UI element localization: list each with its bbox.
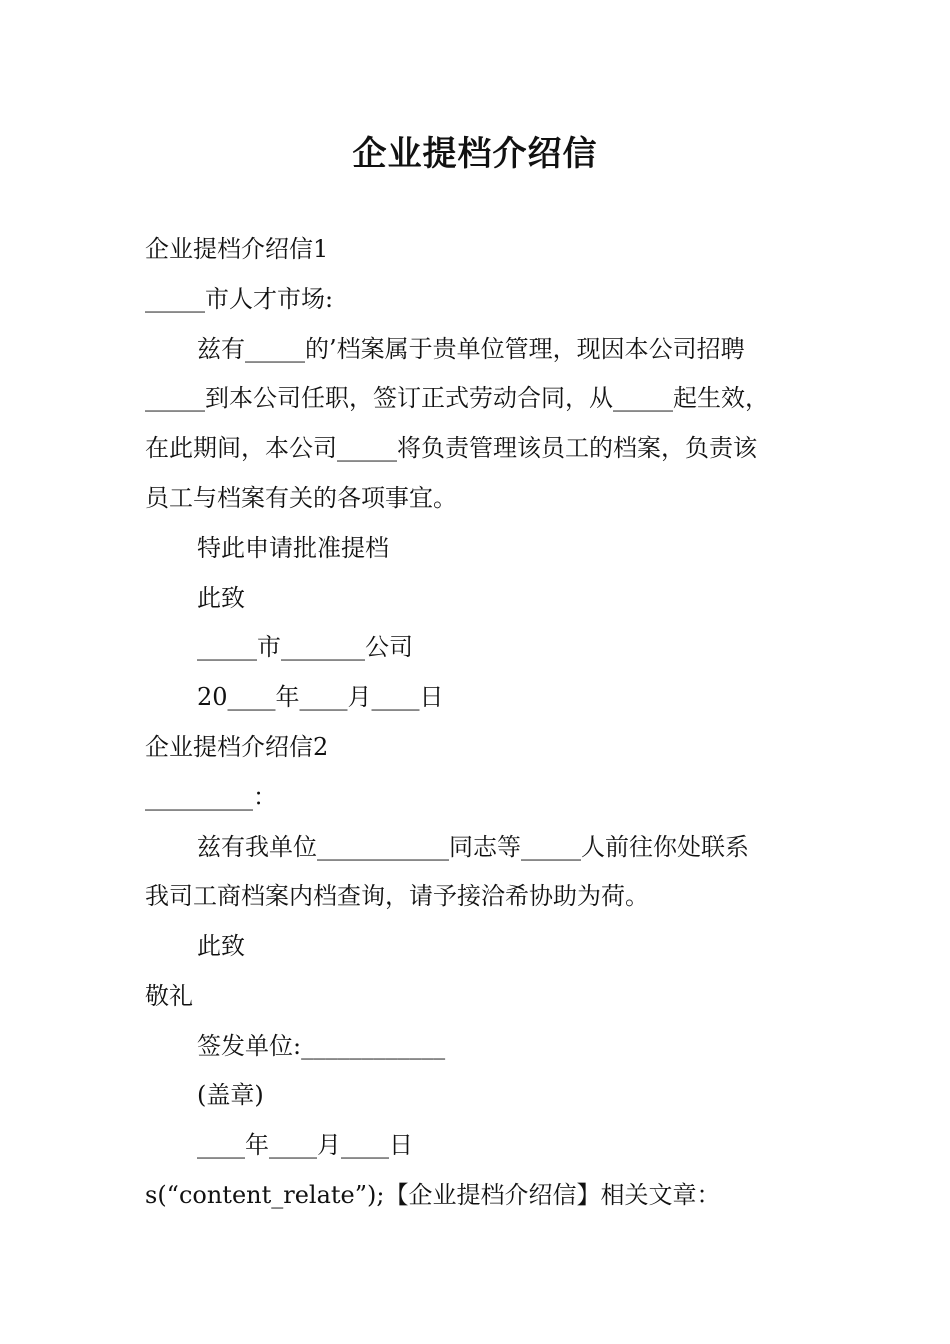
signature-company-line: _____市_______公司 <box>197 633 413 661</box>
section-heading-1: 企业提档介绍信1 <box>145 235 329 263</box>
body-line: 在此期间，本公司_____将负责管理该员工的档案，负责该 <box>145 434 757 462</box>
body-line: 员工与档案有关的各项事宜。 <box>145 484 457 512</box>
regards-line: 敬礼 <box>145 982 193 1010</box>
body-line: 兹有_____的’档案属于贵单位管理，现因本公司招聘 <box>197 335 745 363</box>
issuer-line: 签发单位:____________ <box>197 1032 446 1060</box>
request-line: 特此申请批准提档 <box>197 534 389 562</box>
date-line: 20____年____月____日 <box>197 683 444 711</box>
section-heading-2: 企业提档介绍信2 <box>145 733 329 761</box>
body-line: _____到本公司任职，签订正式劳动合同，从_____起生效， <box>145 384 769 412</box>
recipient-line: _________： <box>145 783 277 811</box>
body-line: 兹有我单位___________同志等_____人前往你处联系 <box>197 833 749 861</box>
body-line: 我司工商档案内档查询，请予接洽希协助为荷。 <box>145 882 649 910</box>
related-articles-line: s(“content_relate”);【企业提档介绍信】相关文章： <box>145 1181 721 1209</box>
document-title: 企业提档介绍信 <box>352 134 598 174</box>
seal-line: (盖章) <box>197 1081 264 1109</box>
date-line: ____年____月____日 <box>197 1131 413 1159</box>
salutation-line: 此致 <box>197 584 245 612</box>
salutation-line: 此致 <box>197 932 245 960</box>
recipient-line: _____市人才市场: <box>145 285 334 313</box>
